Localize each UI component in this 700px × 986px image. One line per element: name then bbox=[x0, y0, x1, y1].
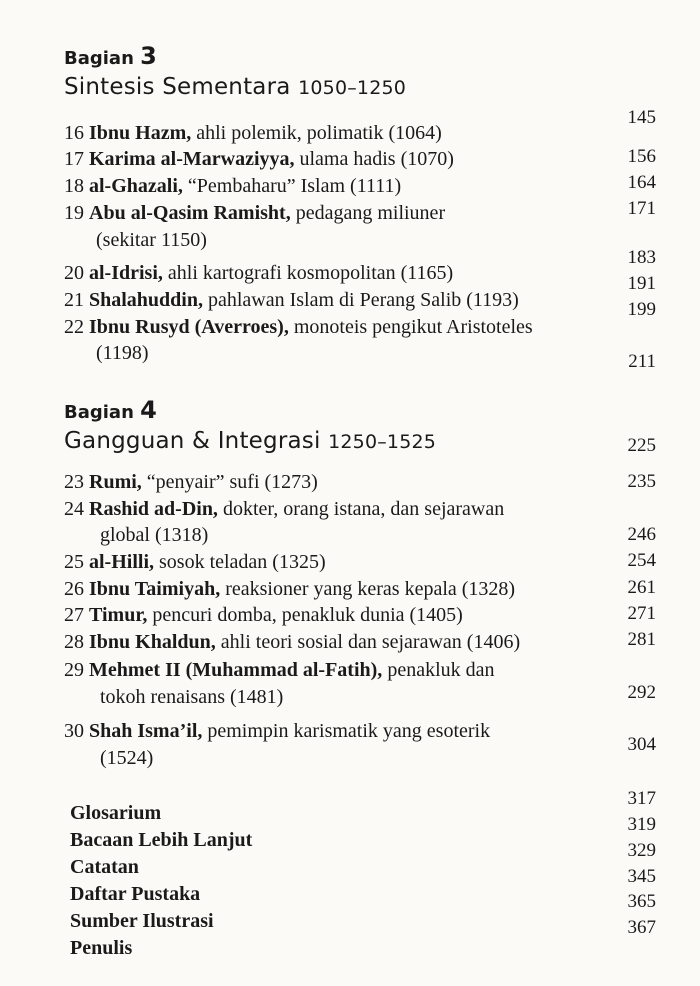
back-matter-page: 329 bbox=[627, 840, 656, 861]
entry-name: Rumi, bbox=[89, 471, 142, 493]
toc-entry[interactable] bbox=[64, 289, 519, 312]
toc-entry[interactable] bbox=[64, 604, 463, 627]
back-matter-item[interactable]: Sumber Ilustrasi bbox=[70, 910, 214, 932]
back-matter-item[interactable]: Glosarium bbox=[70, 802, 162, 824]
toc-entry[interactable] bbox=[64, 202, 445, 225]
toc-entry[interactable] bbox=[64, 498, 504, 521]
toc-entry[interactable] bbox=[64, 122, 442, 145]
back-matter-page: 345 bbox=[627, 866, 656, 887]
entry-number: 27 bbox=[64, 604, 84, 626]
entry-desc: reaksioner yang keras kepala (1328) bbox=[220, 578, 516, 600]
entry-number: 26 bbox=[64, 578, 84, 600]
entry-number: 30 bbox=[64, 720, 84, 742]
entry-number: 28 bbox=[64, 631, 84, 653]
entry-page: 183 bbox=[627, 247, 656, 268]
entry-number: 16 bbox=[64, 122, 84, 144]
entry-page: 235 bbox=[627, 471, 656, 492]
entry-number: 24 bbox=[64, 498, 84, 520]
toc-entry[interactable] bbox=[64, 316, 533, 339]
entry-name: Ibnu Taimiyah, bbox=[89, 578, 221, 600]
entry-number: 25 bbox=[64, 551, 84, 573]
entry-number: 23 bbox=[64, 471, 84, 493]
part-title bbox=[64, 428, 436, 454]
entry-name: al-Idrisi, bbox=[89, 262, 163, 284]
part-title-page: 225 bbox=[627, 435, 656, 456]
toc-entry[interactable] bbox=[64, 471, 318, 494]
entry-desc: monoteis pengikut Aristoteles bbox=[288, 316, 533, 338]
entry-page: 156 bbox=[627, 146, 656, 167]
entry-name: Ibnu Khaldun, bbox=[89, 631, 216, 653]
entry-page: 211 bbox=[628, 351, 656, 372]
entry-name: Shah Isma’il, bbox=[89, 720, 203, 742]
entry-page: 292 bbox=[627, 682, 656, 703]
entry-page: 164 bbox=[627, 172, 656, 193]
back-matter-page: 319 bbox=[627, 814, 656, 835]
back-matter-item[interactable]: Daftar Pustaka bbox=[70, 883, 201, 905]
entry-desc: pencuri domba, penakluk dunia (1405) bbox=[147, 604, 463, 626]
entry-name: Shalahuddin, bbox=[89, 289, 203, 311]
toc-entry[interactable] bbox=[64, 720, 490, 743]
entry-page: 261 bbox=[627, 577, 656, 598]
toc-entry[interactable] bbox=[64, 262, 453, 285]
part-number: 4 bbox=[140, 396, 157, 424]
toc-entry[interactable] bbox=[64, 578, 515, 601]
part-title-text: Gangguan & Integrasi bbox=[64, 428, 321, 454]
entry-desc-cont: (1524) bbox=[100, 747, 154, 769]
back-matter-item[interactable]: Penulis bbox=[70, 937, 133, 959]
entry-desc: “penyair” sufi (1273) bbox=[141, 471, 318, 493]
toc-entry[interactable] bbox=[64, 659, 495, 682]
part-heading bbox=[64, 42, 157, 70]
entry-desc: ulama hadis (1070) bbox=[294, 148, 454, 170]
entry-number: 19 bbox=[64, 202, 84, 224]
entry-name: Karima al-Marwaziyya, bbox=[89, 148, 295, 170]
part-heading bbox=[64, 396, 157, 424]
entry-desc: ahli polemik, polimatik (1064) bbox=[191, 122, 442, 144]
part-title-page: 145 bbox=[627, 107, 656, 128]
entry-page: 199 bbox=[627, 299, 656, 320]
part-title bbox=[64, 74, 406, 100]
entry-desc-cont: tokoh renaisans (1481) bbox=[100, 686, 284, 708]
entry-name: Abu al-Qasim Ramisht, bbox=[89, 202, 291, 224]
entry-name: Ibnu Hazm, bbox=[89, 122, 192, 144]
entry-name: Mehmet II (Muhammad al-Fatih), bbox=[89, 659, 383, 681]
entry-name: Timur, bbox=[89, 604, 148, 626]
toc-entry[interactable] bbox=[64, 631, 520, 654]
entry-page: 281 bbox=[627, 629, 656, 650]
toc-entry[interactable] bbox=[64, 175, 401, 198]
entry-number: 21 bbox=[64, 289, 84, 311]
entry-name: Ibnu Rusyd (Averroes), bbox=[89, 316, 289, 338]
part-label: Bagian bbox=[64, 402, 134, 423]
part-title-years: 1050–1250 bbox=[298, 77, 407, 99]
entry-page: 304 bbox=[627, 734, 656, 755]
entry-desc: dokter, orang istana, dan sejarawan bbox=[217, 498, 505, 520]
entry-number: 22 bbox=[64, 316, 84, 338]
back-matter-page: 317 bbox=[627, 788, 656, 809]
toc-entry[interactable] bbox=[64, 551, 326, 574]
entry-page: 191 bbox=[627, 273, 656, 294]
entry-desc: ahli kartografi kosmopolitan (1165) bbox=[162, 262, 454, 284]
entry-number: 17 bbox=[64, 148, 84, 170]
entry-desc: pedagang miliuner bbox=[290, 202, 446, 224]
entry-page: 271 bbox=[627, 603, 656, 624]
entry-number: 29 bbox=[64, 659, 84, 681]
entry-number: 20 bbox=[64, 262, 84, 284]
entry-desc-cont: global (1318) bbox=[100, 524, 209, 546]
part-title-years: 1250–1525 bbox=[328, 431, 437, 453]
entry-desc: penakluk dan bbox=[382, 659, 495, 681]
entry-page: 246 bbox=[627, 524, 656, 545]
entry-desc: “Pembaharu” Islam (1111) bbox=[182, 175, 402, 197]
entry-desc: pemimpin karismatik yang esoterik bbox=[202, 720, 491, 742]
back-matter-item[interactable]: Catatan bbox=[70, 856, 139, 878]
part-label: Bagian bbox=[64, 48, 134, 69]
back-matter-item[interactable]: Bacaan Lebih Lanjut bbox=[70, 829, 253, 851]
entry-desc-cont: (sekitar 1150) bbox=[96, 229, 207, 251]
entry-name: al-Ghazali, bbox=[89, 175, 183, 197]
entry-number: 18 bbox=[64, 175, 84, 197]
entry-name: Rashid ad-Din, bbox=[89, 498, 218, 520]
toc-entry[interactable] bbox=[64, 148, 454, 171]
part-title-text: Sintesis Sementara bbox=[64, 74, 291, 100]
entry-desc: pahlawan Islam di Perang Salib (1193) bbox=[202, 289, 519, 311]
entry-name: al-Hilli, bbox=[89, 551, 154, 573]
entry-page: 171 bbox=[627, 198, 656, 219]
entry-page: 254 bbox=[627, 550, 656, 571]
entry-desc-cont: (1198) bbox=[96, 342, 149, 364]
part-number: 3 bbox=[140, 42, 157, 70]
entry-desc: sosok teladan (1325) bbox=[154, 551, 326, 573]
entry-desc: ahli teori sosial dan sejarawan (1406) bbox=[215, 631, 521, 653]
back-matter-page: 367 bbox=[627, 917, 656, 938]
back-matter-page: 365 bbox=[627, 891, 656, 912]
